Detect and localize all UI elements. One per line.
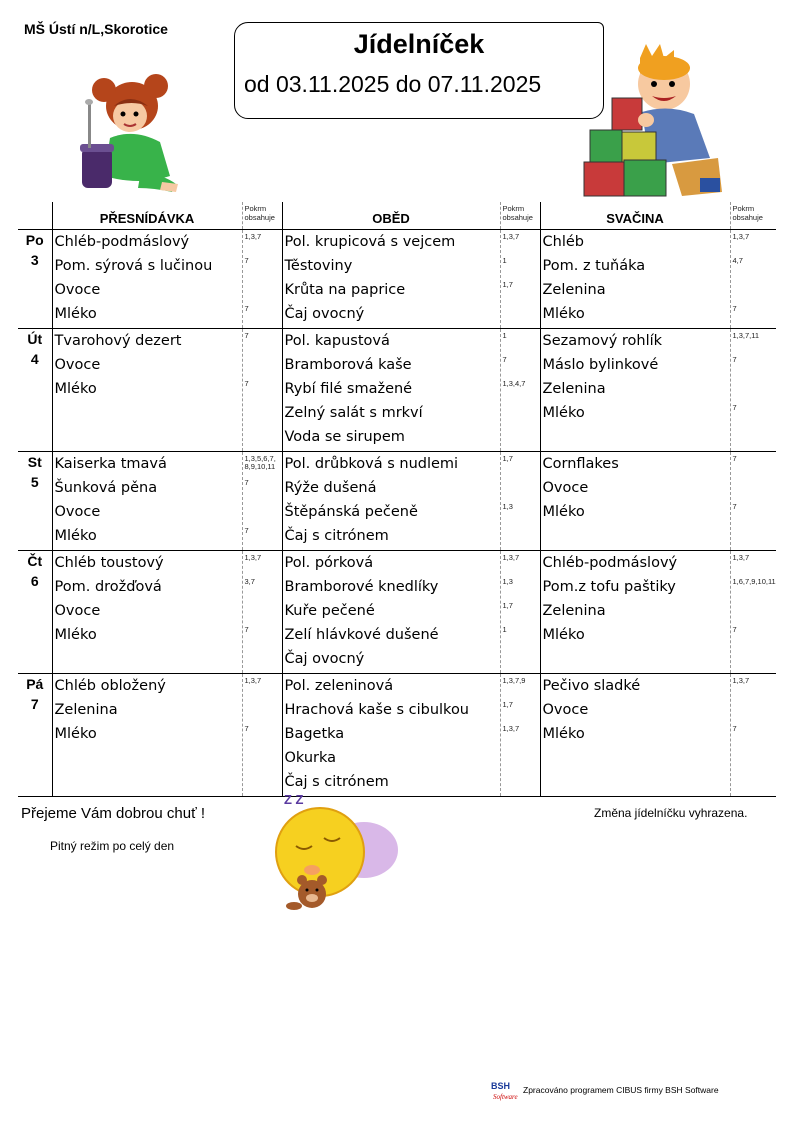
dish-name: Pom. sýrová s lučinou bbox=[54, 258, 213, 274]
day-number: 6 bbox=[30, 573, 39, 589]
dish-name: Štěpánská pečeně bbox=[284, 504, 418, 520]
day-abbr: Po bbox=[25, 232, 44, 248]
breakfast-allergen-header: Pokrm obsahuje bbox=[242, 202, 282, 230]
day-row bbox=[18, 452, 776, 551]
day-number: 4 bbox=[30, 351, 39, 367]
dish-name: Mléko bbox=[542, 726, 585, 742]
allergen-code: 7 bbox=[244, 526, 249, 535]
allergen-code: 7 bbox=[244, 724, 249, 733]
allergen-code: 1,3 bbox=[502, 502, 513, 511]
boy-with-blocks-illustration bbox=[582, 40, 732, 200]
allergen-code: 1,3,7 bbox=[502, 724, 520, 733]
dish-name: Rybí filé smažené bbox=[284, 381, 413, 397]
lunch-header: OBĚD bbox=[282, 202, 500, 230]
dish-name: Ovoce bbox=[542, 480, 589, 496]
allergen-code bbox=[731, 599, 777, 623]
day-cell bbox=[18, 329, 52, 452]
allergen-code bbox=[731, 698, 777, 722]
allergen-code bbox=[501, 302, 540, 326]
day-number: 5 bbox=[30, 474, 39, 490]
breakfast-dishes bbox=[52, 329, 242, 452]
dish-name: Čaj s citrónem bbox=[284, 528, 389, 544]
dish-name: Krůta na paprice bbox=[284, 282, 406, 298]
breakfast-allergens bbox=[242, 551, 282, 674]
allergen-code: 1,7 bbox=[502, 454, 513, 463]
day-abbr: St bbox=[27, 454, 42, 470]
snack-allergen-header: Pokrm obsahuje bbox=[730, 202, 776, 230]
day-abbr: Čt bbox=[27, 553, 43, 569]
snack-header: SVAČINA bbox=[540, 202, 730, 230]
snack-allergens bbox=[730, 551, 776, 674]
allergen-code: 1,3,7,9 bbox=[502, 676, 526, 685]
breakfast-dishes bbox=[52, 452, 242, 551]
school-name: MŠ Ústí n/L,Skorotice bbox=[24, 21, 168, 37]
girl-with-jar-illustration bbox=[70, 66, 190, 196]
lunch-allergen-header: Pokrm obsahuje bbox=[500, 202, 540, 230]
dish-name: Kuře pečené bbox=[284, 603, 375, 619]
day-header bbox=[18, 202, 52, 230]
date-range: od 03.11.2025 do 07.11.2025 bbox=[244, 71, 542, 97]
allergen-code: 7 bbox=[502, 355, 507, 364]
allergen-code: 7 bbox=[244, 478, 249, 487]
footer-text: Zpracováno programem CIBUS firmy BSH Software bbox=[523, 1085, 719, 1095]
allergen-code bbox=[501, 746, 540, 770]
allergen-code: 1,3,7 bbox=[502, 232, 520, 241]
allergen-code bbox=[731, 377, 777, 401]
allergen-code: 7 bbox=[732, 403, 737, 412]
dish-name: Zelenina bbox=[542, 282, 606, 298]
dish-name: Hrachová kaše s cibulkou bbox=[284, 702, 469, 718]
lunch-allergens bbox=[500, 230, 540, 329]
dish-name: Mléko bbox=[54, 627, 97, 643]
dish-name: Pol. drůbková s nudlemi bbox=[284, 456, 459, 472]
snack-dishes bbox=[540, 230, 730, 329]
dish-name: Zelný salát s mrkví bbox=[284, 405, 423, 421]
dish-name: Mléko bbox=[542, 504, 585, 520]
allergen-code bbox=[501, 770, 540, 794]
dish-name: Ovoce bbox=[54, 282, 101, 298]
dish-name: Cornflakes bbox=[542, 456, 619, 472]
allergen-code: 1,3,7 bbox=[732, 676, 750, 685]
allergen-code bbox=[501, 476, 540, 500]
allergen-code bbox=[501, 425, 540, 449]
dish-name: Mléko bbox=[542, 405, 585, 421]
allergen-code: 7 bbox=[244, 625, 249, 634]
day-number: 3 bbox=[30, 252, 39, 268]
day-cell bbox=[18, 230, 52, 329]
allergen-code: 7 bbox=[732, 724, 737, 733]
allergen-code: 7 bbox=[732, 454, 737, 463]
snack-allergens bbox=[730, 230, 776, 329]
day-number: 7 bbox=[30, 696, 39, 712]
allergen-code: 1,3,7,11 bbox=[732, 331, 760, 340]
allergen-code: 1,3,4,7 bbox=[502, 379, 526, 388]
allergen-code: 1 bbox=[502, 256, 507, 265]
dish-name: Pom.z tofu paštiky bbox=[542, 579, 676, 595]
lunch-dishes bbox=[282, 230, 500, 329]
allergen-code: 1 bbox=[502, 625, 507, 634]
allergen-code: 1,3 bbox=[502, 577, 513, 586]
dish-name: Čaj ovocný bbox=[284, 306, 365, 322]
dish-name: Pom. drožďová bbox=[54, 579, 162, 595]
dish-name: Ovoce bbox=[542, 702, 589, 718]
lunch-allergens bbox=[500, 551, 540, 674]
breakfast-allergens bbox=[242, 452, 282, 551]
dish-name: Chléb-podmáslový bbox=[542, 555, 678, 571]
snack-allergens bbox=[730, 452, 776, 551]
title-box bbox=[234, 22, 604, 119]
breakfast-dishes bbox=[52, 551, 242, 674]
dish-name: Mléko bbox=[54, 528, 97, 544]
dish-name: Pol. pórková bbox=[284, 555, 374, 571]
dish-name: Čaj s citrónem bbox=[284, 774, 389, 790]
dish-name: Chléb bbox=[542, 234, 584, 250]
dish-name: Voda se sirupem bbox=[284, 429, 405, 445]
day-row bbox=[18, 551, 776, 674]
dish-name: Mléko bbox=[54, 306, 97, 322]
bsh-logo-text: BSH bbox=[491, 1081, 511, 1091]
dish-name: Bramborová kaše bbox=[284, 357, 412, 373]
allergen-code: 1,3,7 bbox=[732, 232, 750, 241]
allergen-code bbox=[501, 524, 540, 548]
allergen-code bbox=[243, 500, 282, 524]
allergen-code bbox=[243, 599, 282, 623]
dish-name: Zelenina bbox=[54, 702, 118, 718]
allergen-code: 7 bbox=[244, 304, 249, 313]
allergen-code bbox=[501, 647, 540, 671]
allergen-code: 7 bbox=[244, 331, 249, 340]
dish-name: Těstoviny bbox=[284, 258, 353, 274]
allergen-code: 1,3,7 bbox=[502, 553, 520, 562]
dish-name: Pol. krupicová s vejcem bbox=[284, 234, 456, 250]
day-cell bbox=[18, 674, 52, 797]
allergen-code bbox=[243, 278, 282, 302]
dish-name: Pom. z tuňáka bbox=[542, 258, 646, 274]
allergen-code: 7 bbox=[244, 379, 249, 388]
lunch-dishes bbox=[282, 674, 500, 797]
dish-name: Ovoce bbox=[54, 504, 101, 520]
dish-name: Chléb-podmáslový bbox=[54, 234, 190, 250]
snack-dishes bbox=[540, 452, 730, 551]
lunch-dishes bbox=[282, 329, 500, 452]
day-row bbox=[18, 230, 776, 329]
snack-allergens bbox=[730, 674, 776, 797]
allergen-code: 1,3,7 bbox=[244, 676, 262, 685]
dish-name: Ovoce bbox=[54, 357, 101, 373]
day-abbr: Pá bbox=[26, 676, 44, 692]
allergen-code: 3,7 bbox=[244, 577, 255, 586]
allergen-code: 1,3,7 bbox=[732, 553, 750, 562]
allergen-code: 1,7 bbox=[502, 280, 513, 289]
allergen-code: 1,7 bbox=[502, 700, 513, 709]
dish-name: Sezamový rohlík bbox=[542, 333, 663, 349]
dish-name: Šunková pěna bbox=[54, 480, 158, 496]
lunch-allergens bbox=[500, 452, 540, 551]
breakfast-header: PŘESNÍDÁVKA bbox=[52, 202, 242, 230]
dish-name: Mléko bbox=[54, 381, 97, 397]
dish-name: Pol. kapustová bbox=[284, 333, 390, 349]
dish-name: Mléko bbox=[542, 627, 585, 643]
menu-header-row bbox=[18, 202, 776, 230]
dish-name: Tvarohový dezert bbox=[54, 333, 182, 349]
breakfast-allergens bbox=[242, 674, 282, 797]
snack-dishes bbox=[540, 551, 730, 674]
day-row bbox=[18, 329, 776, 452]
allergen-code: 1,3,7 bbox=[244, 232, 262, 241]
allergen-code: 1,6,7,9,10,11 bbox=[732, 577, 776, 586]
dish-name: Zelenina bbox=[542, 381, 606, 397]
page-title: Jídelníček bbox=[353, 29, 485, 59]
dish-name: Zelí hlávkové dušené bbox=[284, 627, 439, 643]
dish-name: Ovoce bbox=[54, 603, 101, 619]
menu-change-notice: Změna jídelníčku vyhrazena. bbox=[594, 806, 748, 820]
allergen-code: 7 bbox=[244, 256, 249, 265]
sleeping-moon-illustration bbox=[272, 790, 402, 920]
allergen-code: 1,3,7 bbox=[244, 553, 262, 562]
allergen-code bbox=[731, 278, 777, 302]
lunch-dishes bbox=[282, 551, 500, 674]
dish-name: Pečivo sladké bbox=[542, 678, 641, 694]
allergen-code: 7 bbox=[732, 304, 737, 313]
dish-name: Pol. zeleninová bbox=[284, 678, 394, 694]
breakfast-dishes bbox=[52, 230, 242, 329]
sleep-zz-text: Z Z bbox=[284, 792, 304, 807]
allergen-code bbox=[243, 353, 282, 377]
allergen-code: 7 bbox=[732, 625, 737, 634]
dish-name: Zelenina bbox=[542, 603, 606, 619]
day-row bbox=[18, 674, 776, 797]
allergen-code: 1 bbox=[502, 331, 507, 340]
allergen-code: 1,7 bbox=[502, 601, 513, 610]
lunch-dishes bbox=[282, 452, 500, 551]
allergen-code bbox=[501, 401, 540, 425]
allergen-code: 4,7 bbox=[732, 256, 743, 265]
snack-dishes bbox=[540, 674, 730, 797]
bsh-logo bbox=[491, 1081, 510, 1091]
dish-name: Bagetka bbox=[284, 726, 345, 742]
allergen-code: 1,3,5,6,7,8,9,10,11 bbox=[244, 454, 276, 471]
day-abbr: Út bbox=[27, 331, 43, 347]
snack-allergens bbox=[730, 329, 776, 452]
allergen-code bbox=[243, 698, 282, 722]
breakfast-allergens bbox=[242, 329, 282, 452]
allergen-code: 7 bbox=[732, 355, 737, 364]
drinking-regime-text: Pitný režim po celý den bbox=[50, 839, 175, 853]
dish-name: Chléb toustový bbox=[54, 555, 164, 571]
menu-table bbox=[18, 202, 776, 797]
dish-name: Okurka bbox=[284, 750, 337, 766]
dish-name: Mléko bbox=[54, 726, 97, 742]
day-cell bbox=[18, 452, 52, 551]
dish-name: Bramborové knedlíky bbox=[284, 579, 439, 595]
dish-name: Kaiserka tmavá bbox=[54, 456, 167, 472]
dish-name: Mléko bbox=[542, 306, 585, 322]
day-cell bbox=[18, 551, 52, 674]
bsh-logo-sub: Software bbox=[493, 1093, 518, 1101]
dish-name: Máslo bylinkové bbox=[542, 357, 659, 373]
dish-name: Chléb obložený bbox=[54, 678, 166, 694]
lunch-allergens bbox=[500, 329, 540, 452]
lunch-allergens bbox=[500, 674, 540, 797]
snack-dishes bbox=[540, 329, 730, 452]
dish-name: Rýže dušená bbox=[284, 480, 377, 496]
dish-name: Čaj ovocný bbox=[284, 651, 365, 667]
bon-appetit-text: Přejeme Vám dobrou chuť ! bbox=[21, 805, 206, 822]
breakfast-allergens bbox=[242, 230, 282, 329]
allergen-code: 7 bbox=[732, 502, 737, 511]
allergen-code bbox=[731, 476, 777, 500]
breakfast-dishes bbox=[52, 674, 242, 797]
